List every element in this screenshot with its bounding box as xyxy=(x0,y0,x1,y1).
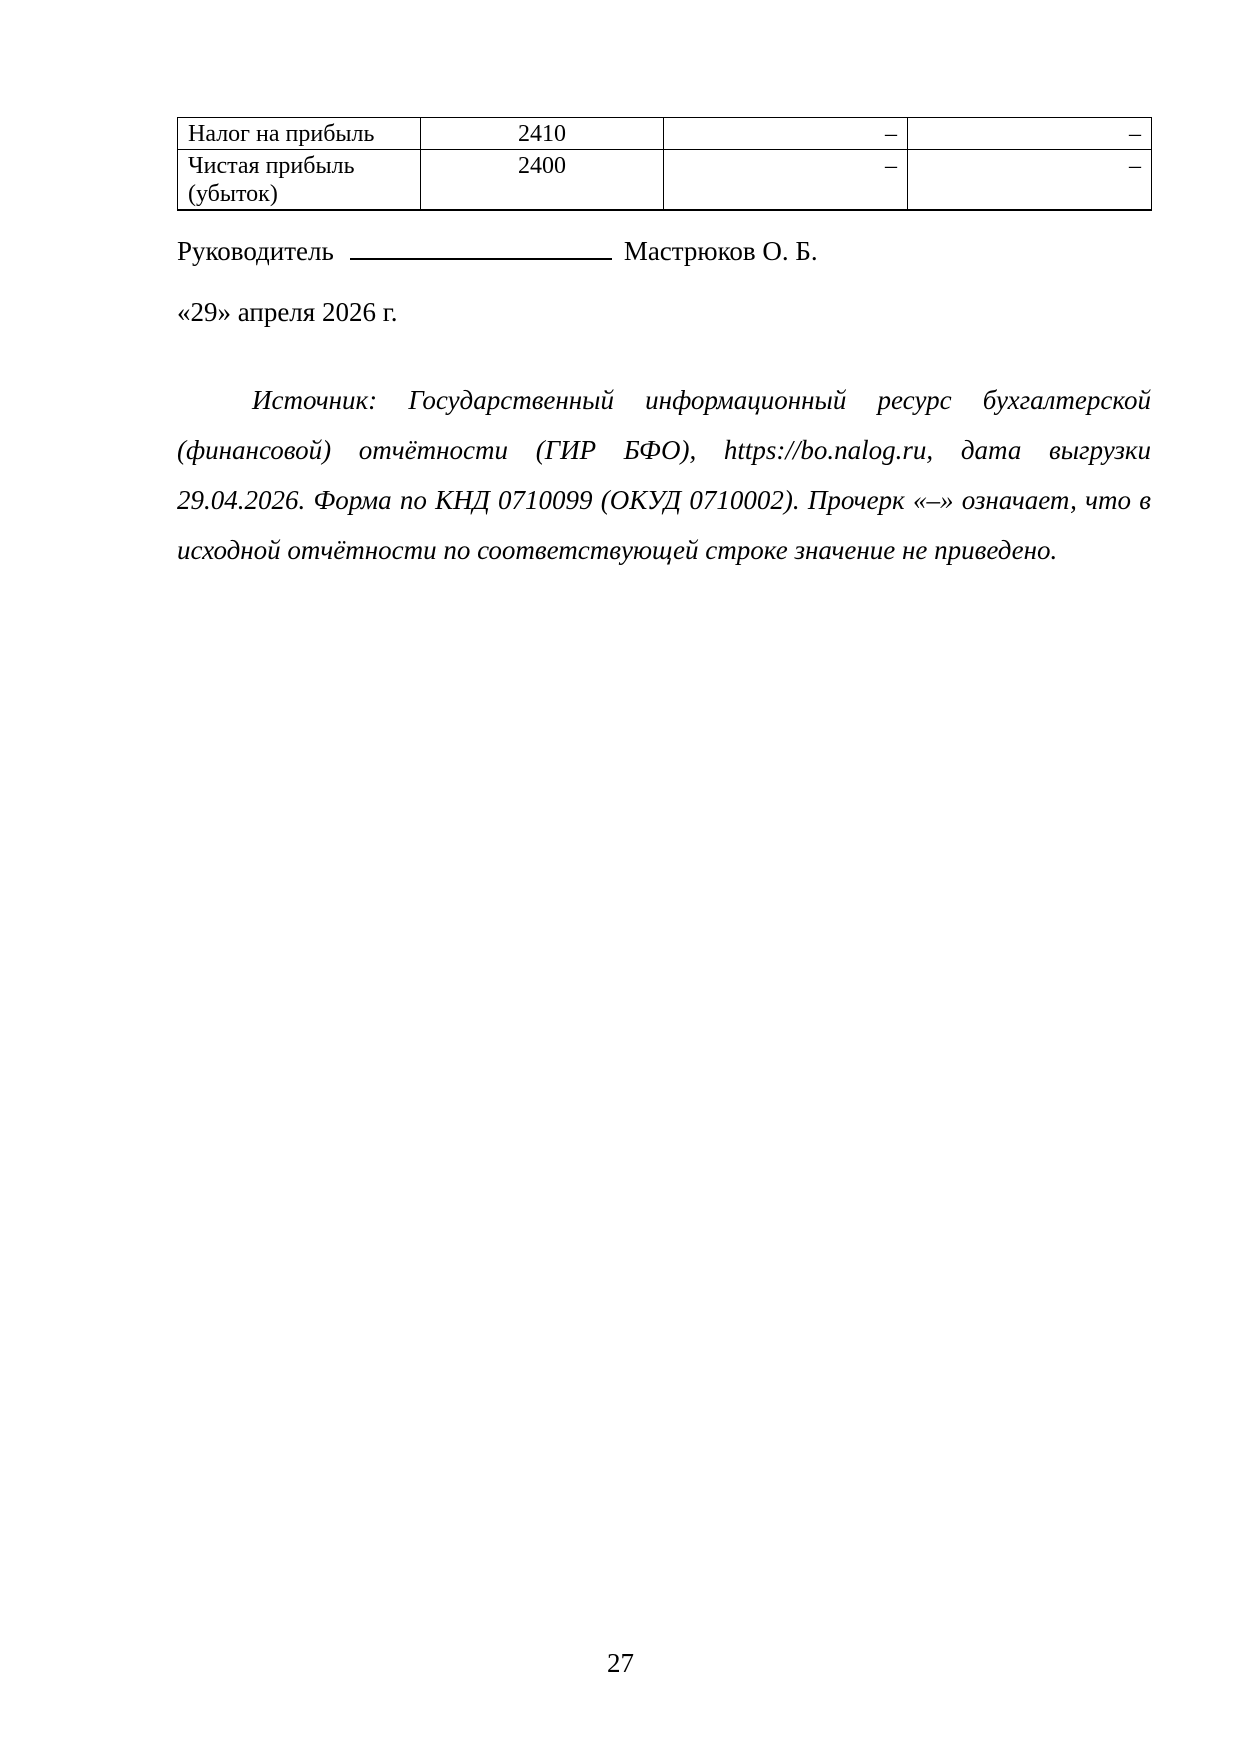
financial-results-table xyxy=(177,117,1152,211)
row-value-cell: – xyxy=(908,118,1152,150)
signature-blank xyxy=(350,232,612,260)
signature-line xyxy=(177,232,818,269)
signature-role: Руководитель xyxy=(177,236,334,266)
signature-name: Мастрюков О. Б. xyxy=(623,236,818,266)
document-date: «29» апреля 2026 г. xyxy=(177,297,398,327)
table-row xyxy=(178,150,1152,211)
row-value-cell: – xyxy=(664,118,908,150)
row-name-cell: Чистая прибыль (убыток) xyxy=(178,150,421,211)
row-code-cell: 2410 xyxy=(421,118,664,150)
row-name-cell: Налог на прибыль xyxy=(178,118,421,150)
table-row xyxy=(178,118,1152,150)
row-value-cell: – xyxy=(908,150,1152,211)
page-number: 27 xyxy=(607,1648,634,1678)
row-value-cell: – xyxy=(664,150,908,211)
row-code-cell: 2400 xyxy=(421,150,664,211)
source-note: Источник: Государственный информационный ресурс бухгалтерской (финансовой) отчётности (ГИР БФО), https://bo.nalog.ru, дата выгрузки 29.04.2026. Форма по КНД 0710099 (ОКУД 0710002). Прочерк «–» означает, что в исходной отчётности по соответствующей строке значение не приведено. xyxy=(177,385,1151,565)
